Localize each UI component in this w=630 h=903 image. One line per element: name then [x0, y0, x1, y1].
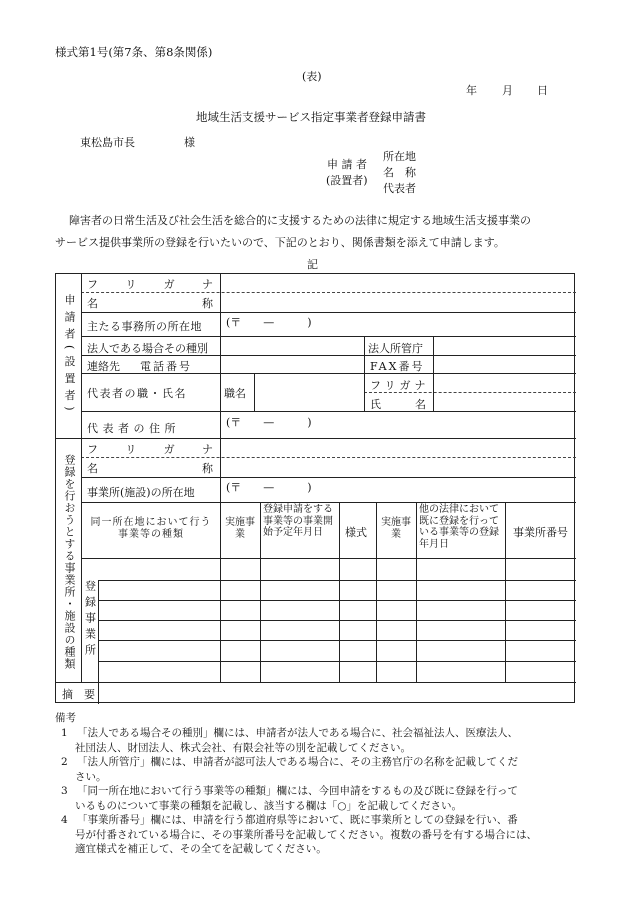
form-number: 様式第1号(第7条、第8条関係): [55, 45, 213, 59]
rep-name-label: 氏 名: [370, 398, 426, 411]
date-day: 日: [537, 84, 548, 97]
registered-office-label: 登録事業所: [83, 580, 97, 660]
col-start-date: 登録申請をする事業等の事業開始予定年月日: [263, 504, 333, 538]
applicant-address-label: 所在地: [383, 150, 416, 163]
rep-title-name-label: 代表者の職・氏名: [87, 387, 187, 400]
facility-location-label: 事業所(施設)の所在地: [87, 486, 195, 499]
summary-label: 摘 要: [62, 688, 95, 701]
notes-list: [55, 726, 595, 857]
rep-furigana-label: フリガナ: [370, 379, 430, 392]
body-line-2: サービス提供事業所の登録を行いたいので、下記のとおり、関係書類を添えて申請します。: [55, 236, 505, 249]
col-same-location: 同一所在地において行う事業等の種類: [90, 517, 212, 540]
facility-furigana-label: フ リ ガ ナ: [87, 443, 213, 456]
addressee: 東松島市長: [80, 136, 135, 149]
applicant-rep-label: 代表者: [383, 182, 416, 195]
rep-address-postal[interactable]: (〒 — ): [226, 416, 312, 429]
note-2: 2 「法人所管庁」欄には、申請者が認可法人である場合に、その主務官庁の名称を記載してくだ: [61, 756, 518, 768]
date-year: 年: [466, 84, 477, 97]
facility-section-label: 登録を行おうとする事業所・施設の種類: [62, 454, 76, 670]
honorific: 様: [184, 136, 195, 149]
note-1: 1 「法人である場合その種別」欄には、申請者が法人である場合に、社会福祉法人、医療法人、: [61, 727, 518, 739]
note-3: 3 「同一所在地において行う事業等の種類」欄には、今回申請をするもの及び既に登録を行って: [61, 785, 518, 797]
body-line-1: 障害者の日常生活及び社会生活を総合的に支援するための法律に規定する地域生活支援事業の: [69, 214, 531, 227]
main-office-postal[interactable]: (〒 — ): [226, 316, 312, 329]
contact-label: 連絡先: [87, 360, 120, 373]
facility-postal[interactable]: (〒 — ): [226, 481, 312, 494]
applicant-label: 申 請 者: [327, 158, 367, 171]
col-other-law: 他の法律において既に登録を行っている事業等の登録年月日: [419, 504, 499, 550]
phone-label: 電話番号: [140, 360, 192, 373]
applicant-furigana-label: フ リ ガ ナ: [87, 278, 213, 291]
page-title: 地域生活支援サービス指定事業者登録申請書: [196, 110, 426, 124]
rep-address-label: 代表者の住所: [87, 422, 180, 435]
applicant-sublabel: (設置者): [326, 174, 368, 187]
note-4-cont: 号が付番されている場合に、その事業所番号を記載してください。複数の番号を有する場合には、: [75, 828, 537, 841]
notes-title: 備考: [55, 712, 76, 724]
main-office-label: 主たる事務所の所在地: [87, 320, 202, 333]
corp-authority-label: 法人所管庁: [368, 342, 423, 355]
col-format: 様式: [345, 526, 367, 539]
corp-type-label: 法人である場合その種別: [87, 342, 208, 355]
position-label: 職名: [224, 387, 246, 400]
applicant-section-label: 申請者(設置者): [62, 294, 76, 417]
side-label: (表): [302, 70, 322, 83]
col-office-number: 事業所番号: [513, 526, 568, 539]
note-1-cont: 社団法人、財団法人、株式会社、有限会社等の別を記載してください。: [75, 741, 411, 754]
ki-label: 記: [307, 258, 318, 271]
date-month: 月: [502, 84, 513, 97]
facility-name-label: 名 称: [87, 462, 213, 475]
note-4-cont-2: 適宜様式を補正して、その全てを記載してください。: [75, 843, 327, 855]
note-3-cont: いるものについて事業の種類を記載し、該当する欄は「○」を記載してください。: [75, 799, 462, 812]
col-implemented: 実施事業: [225, 517, 255, 540]
applicant-name-label: 名 称: [383, 166, 416, 179]
col-implemented-2: 実施事業: [381, 517, 411, 540]
applicant-name-row-label: 名 称: [87, 297, 213, 310]
application-table: [55, 273, 575, 703]
note-2-cont: さい。: [75, 770, 107, 783]
fax-label: FAX番号: [370, 360, 425, 373]
note-4: 4 「事業所番号」欄には、申請を行う都道府県等において、既に事業所としての登録を行い、番: [61, 814, 518, 826]
